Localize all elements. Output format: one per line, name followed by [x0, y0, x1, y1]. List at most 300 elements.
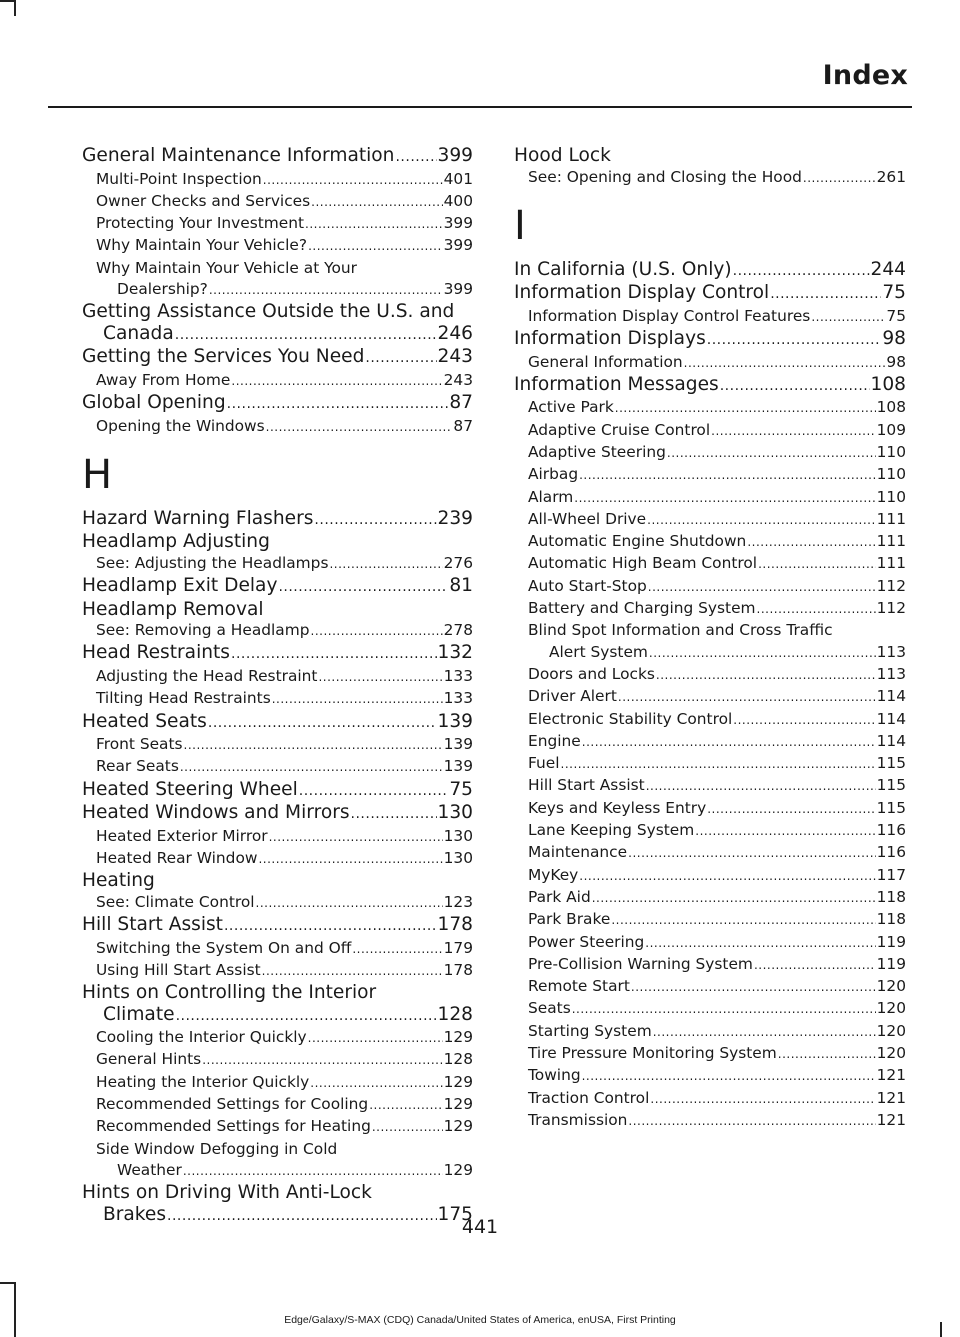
- entry-page-number[interactable]: 178: [443, 960, 473, 979]
- dot-leader: [579, 866, 875, 887]
- entry-label-line: Getting Assistance Outside the U.S. and: [82, 301, 455, 323]
- entry-label: Lane Keeping System: [528, 821, 695, 840]
- entry-page-number[interactable]: 81: [449, 575, 473, 597]
- entry-label: See: Removing a Headlamp: [96, 621, 310, 640]
- index-entry[interactable]: [514, 259, 906, 283]
- entry-label-line: Blind Spot Information and Cross Traffic: [528, 621, 833, 640]
- entry-page-number[interactable]: 246: [437, 322, 473, 344]
- entry-page-number[interactable]: 112: [876, 599, 906, 618]
- entry-label: Heated Exterior Mirror: [96, 826, 268, 845]
- dot-leader: [351, 804, 437, 826]
- index-subentry[interactable]: [514, 487, 906, 509]
- entry-page-number[interactable]: 139: [443, 757, 473, 776]
- index-subentry[interactable]: [82, 1139, 473, 1183]
- entry-page-number[interactable]: 128: [443, 1050, 473, 1069]
- entry-page-number[interactable]: 114: [876, 687, 906, 706]
- entry-label: Maintenance: [528, 843, 628, 862]
- dot-leader: [308, 1028, 443, 1049]
- index-subentry[interactable]: [82, 258, 473, 302]
- entry-page-number[interactable]: 130: [437, 802, 473, 824]
- entry-label: General Information: [528, 352, 683, 371]
- entry-page-number[interactable]: 128: [437, 1003, 473, 1025]
- dot-leader: [574, 488, 875, 509]
- entry-page-number[interactable]: 261: [876, 167, 906, 186]
- entry-page-number[interactable]: 110: [876, 487, 906, 506]
- dot-leader: [592, 888, 876, 909]
- entry-page-number[interactable]: 110: [876, 442, 906, 461]
- index-subentry[interactable]: [514, 442, 906, 464]
- entry-page-number[interactable]: 129: [443, 1028, 473, 1047]
- entry-page-number[interactable]: 130: [443, 848, 473, 867]
- index-subentry[interactable]: [514, 1043, 906, 1065]
- index-subentry[interactable]: [514, 709, 906, 731]
- index-entry[interactable]: [514, 374, 906, 398]
- dot-leader: [299, 781, 449, 803]
- entry-label: Heated Windows and Mirrors: [82, 802, 350, 824]
- entry-page-number[interactable]: 108: [870, 373, 906, 395]
- entry-page-number[interactable]: 133: [443, 689, 473, 708]
- entry-page-number[interactable]: 87: [453, 416, 473, 435]
- dot-leader: [314, 510, 436, 532]
- entry-label: Switching the System On and Off: [96, 938, 352, 957]
- entry-page-number[interactable]: 111: [876, 532, 906, 551]
- index-entry[interactable]: [514, 145, 906, 167]
- header-divider: [48, 106, 912, 108]
- dot-leader: [561, 754, 876, 775]
- dot-leader: [579, 465, 876, 486]
- entry-label: Heated Rear Window: [96, 848, 258, 867]
- entry-label: Owner Checks and Services: [96, 191, 311, 210]
- entry-page-number[interactable]: 133: [443, 666, 473, 685]
- index-subentry[interactable]: [82, 756, 473, 778]
- dot-leader: [318, 667, 442, 688]
- index-subentry[interactable]: [514, 1088, 906, 1110]
- dot-leader: [176, 1006, 437, 1028]
- entry-label: Heating: [82, 870, 155, 892]
- entry-label: Opening the Windows: [96, 416, 265, 435]
- dot-leader: [256, 893, 443, 914]
- entry-label: Park Brake: [528, 910, 611, 929]
- index-subentry[interactable]: [514, 820, 906, 842]
- dot-leader: [175, 325, 437, 347]
- entry-label: Getting the Services You Need: [82, 346, 365, 368]
- index-subentry[interactable]: [82, 960, 473, 982]
- index-subentry[interactable]: [82, 1049, 473, 1071]
- dot-leader: [695, 821, 875, 842]
- crop-mark: [14, 1282, 16, 1337]
- entry-label: Battery and Charging System: [528, 599, 756, 618]
- entry-page-number[interactable]: 399: [443, 236, 473, 255]
- entry-label: Dealership?: [117, 279, 208, 298]
- index-subentry[interactable]: [514, 1021, 906, 1043]
- index-entry[interactable]: [82, 914, 473, 938]
- page-title: Index: [822, 60, 908, 91]
- dot-leader: [650, 1089, 875, 1110]
- dot-leader: [231, 371, 442, 392]
- dot-leader: [754, 955, 876, 976]
- index-subentry[interactable]: [514, 932, 906, 954]
- entry-label: Global Opening: [82, 392, 226, 414]
- entry-label: Cooling the Interior Quickly: [96, 1028, 307, 1047]
- entry-page-number[interactable]: 75: [882, 282, 906, 304]
- entry-label: Active Park: [528, 398, 614, 417]
- entry-page-number[interactable]: 119: [876, 932, 906, 951]
- index-subentry[interactable]: [514, 509, 906, 531]
- index-subentry[interactable]: [514, 976, 906, 998]
- index-subentry[interactable]: [514, 887, 906, 909]
- entry-page-number[interactable]: 399: [437, 145, 473, 166]
- entry-label: Engine: [528, 731, 581, 750]
- entry-page-number[interactable]: 112: [876, 576, 906, 595]
- index-column-right: [514, 145, 906, 1132]
- index-subentry[interactable]: [514, 420, 906, 442]
- entry-label: General Hints: [96, 1050, 202, 1069]
- index-entry[interactable]: [82, 642, 473, 666]
- entry-label: Heating the Interior Quickly: [96, 1072, 310, 1091]
- entry-page-number[interactable]: 244: [870, 258, 906, 280]
- dot-leader: [308, 236, 443, 257]
- entry-page-number[interactable]: 401: [443, 169, 473, 188]
- entry-label: Automatic High Beam Control: [528, 554, 758, 573]
- entry-label: Protecting Your Investment: [96, 214, 305, 233]
- dot-leader: [707, 799, 875, 820]
- dot-leader: [224, 916, 437, 938]
- index-subentry[interactable]: [82, 892, 473, 914]
- entry-label: Heated Seats: [82, 710, 207, 732]
- entry-label: Towing: [528, 1066, 581, 1085]
- index-subentry[interactable]: [514, 842, 906, 864]
- index-subentry[interactable]: [82, 553, 473, 575]
- index-subentry[interactable]: [82, 1072, 473, 1094]
- entry-page-number[interactable]: 121: [876, 1066, 906, 1085]
- entry-page-number[interactable]: 114: [876, 731, 906, 750]
- index-subentry[interactable]: [514, 798, 906, 820]
- entry-page-number[interactable]: 111: [876, 509, 906, 528]
- dot-leader: [707, 330, 882, 352]
- entry-label: Airbag: [528, 465, 579, 484]
- dot-leader: [758, 554, 876, 575]
- entry-page-number[interactable]: 116: [876, 843, 906, 862]
- index-subentry[interactable]: [514, 620, 906, 664]
- index-entry[interactable]: [82, 346, 473, 370]
- dot-leader: [310, 1073, 442, 1094]
- index-entry[interactable]: [82, 145, 473, 169]
- dot-leader: [645, 933, 875, 954]
- entry-label: Automatic Engine Shutdown: [528, 532, 747, 551]
- entry-page-number[interactable]: 113: [876, 642, 906, 661]
- entry-label: Adaptive Steering: [528, 442, 666, 461]
- entry-label: Hill Start Assist: [528, 776, 645, 795]
- dot-leader: [209, 280, 443, 301]
- entry-label: All-Wheel Drive: [528, 509, 647, 528]
- entry-page-number[interactable]: 239: [437, 507, 473, 529]
- index-subentry[interactable]: [82, 848, 473, 870]
- entry-label: General Maintenance Information: [82, 145, 395, 166]
- dot-leader: [278, 577, 448, 599]
- index-subentry[interactable]: [82, 688, 473, 710]
- dot-leader: [615, 398, 876, 419]
- entry-label: Recommended Settings for Heating: [96, 1117, 371, 1136]
- entry-label: Heated Steering Wheel: [82, 778, 298, 800]
- index-subentry[interactable]: [82, 235, 473, 257]
- entry-page-number[interactable]: 111: [876, 554, 906, 573]
- entry-page-number[interactable]: 119: [876, 954, 906, 973]
- entry-page-number[interactable]: 139: [443, 735, 473, 754]
- footer-text: Edge/Galaxy/S-MAX (CDQ) Canada/United States of America, enUSA, First Printing: [284, 1314, 676, 1326]
- dot-leader: [778, 1044, 876, 1065]
- entry-label: Alarm: [528, 487, 574, 506]
- entry-label: Hood Lock: [514, 145, 611, 166]
- section-letter: I: [514, 202, 526, 249]
- index-entry[interactable]: [82, 982, 473, 1027]
- entry-page-number[interactable]: 243: [437, 346, 473, 368]
- index-subentry[interactable]: [82, 1116, 473, 1138]
- index-subentry[interactable]: [82, 213, 473, 235]
- entry-label: Doors and Locks: [528, 664, 655, 683]
- index-entry[interactable]: [82, 779, 473, 803]
- dot-leader: [618, 687, 876, 708]
- dot-leader: [227, 394, 449, 416]
- entry-label: Tilting Head Restraints: [96, 689, 271, 708]
- index-subentry[interactable]: [514, 464, 906, 486]
- entry-label: Adaptive Cruise Control: [528, 420, 711, 439]
- index-subentry[interactable]: [514, 1110, 906, 1132]
- dot-leader: [272, 689, 443, 710]
- dot-leader: [720, 376, 870, 398]
- entry-page-number[interactable]: 116: [876, 821, 906, 840]
- index-entry[interactable]: [82, 301, 473, 346]
- entry-page-number[interactable]: 121: [876, 1110, 906, 1129]
- entry-label: Tire Pressure Monitoring System: [528, 1044, 777, 1062]
- entry-label-line: Why Maintain Your Vehicle at Your: [96, 258, 357, 277]
- entry-page-number[interactable]: 108: [876, 398, 906, 417]
- entry-page-number[interactable]: 175: [437, 1203, 473, 1225]
- entry-page-number[interactable]: 110: [876, 465, 906, 484]
- index-subentry[interactable]: [514, 306, 906, 328]
- entry-page-number[interactable]: 113: [876, 664, 906, 683]
- index-subentry[interactable]: [514, 865, 906, 887]
- entry-label: Front Seats: [96, 735, 183, 754]
- index-subentry[interactable]: [82, 938, 473, 960]
- entry-label: See: Adjusting the Headlamps: [96, 553, 329, 572]
- entry-label: Rear Seats: [96, 757, 179, 776]
- entry-label: Transmission: [528, 1110, 628, 1129]
- index-subentry[interactable]: [514, 598, 906, 620]
- index-subentry[interactable]: [514, 998, 906, 1020]
- dot-leader: [180, 757, 443, 778]
- entry-page-number[interactable]: 87: [449, 392, 473, 414]
- dot-leader: [311, 621, 443, 642]
- entry-page-number[interactable]: 98: [882, 328, 906, 350]
- index-subentry[interactable]: [514, 909, 906, 931]
- entry-page-number[interactable]: 120: [876, 1021, 906, 1040]
- entry-page-number[interactable]: 75: [886, 306, 906, 325]
- entry-page-number[interactable]: 115: [876, 798, 906, 817]
- dot-leader: [770, 284, 881, 306]
- dot-leader: [803, 168, 876, 189]
- dot-leader: [231, 644, 437, 666]
- index-subentry[interactable]: [82, 370, 473, 392]
- index-subentry[interactable]: [514, 775, 906, 797]
- index-entry[interactable]: [82, 392, 473, 416]
- index-subentry[interactable]: [514, 553, 906, 575]
- dot-leader: [646, 776, 876, 797]
- dot-leader: [263, 170, 443, 191]
- index-entry[interactable]: [82, 531, 473, 553]
- index-entry[interactable]: [514, 282, 906, 306]
- entry-page-number[interactable]: 129: [443, 1117, 473, 1136]
- index-entry[interactable]: [82, 870, 473, 892]
- entry-page-number[interactable]: 276: [443, 553, 473, 572]
- entry-page-number[interactable]: 118: [876, 887, 906, 906]
- entry-page-number[interactable]: 120: [876, 977, 906, 996]
- entry-label: Hazard Warning Flashers: [82, 507, 314, 529]
- dot-leader: [269, 827, 443, 848]
- page-number: 441: [461, 1216, 499, 1238]
- index-entry[interactable]: [82, 802, 473, 826]
- dot-leader: [258, 849, 442, 870]
- index-subentry[interactable]: [514, 167, 906, 189]
- entry-label: Weather: [117, 1160, 182, 1179]
- crop-mark: [14, 0, 16, 16]
- dot-leader: [372, 1117, 443, 1138]
- dot-leader: [329, 554, 442, 575]
- entry-page-number[interactable]: 117: [876, 865, 906, 884]
- entry-label: See: Opening and Closing the Hood: [528, 167, 802, 186]
- entry-label: Auto Start-Stop: [528, 576, 647, 595]
- dot-leader: [811, 307, 885, 328]
- dot-leader: [631, 977, 876, 998]
- entry-label: Climate: [103, 1003, 175, 1025]
- entry-page-number[interactable]: 399: [443, 214, 473, 233]
- entry-page-number[interactable]: 139: [437, 710, 473, 732]
- dot-leader: [572, 999, 876, 1020]
- entry-label: Alert System: [549, 642, 648, 661]
- entry-label: Information Display Control: [514, 282, 770, 304]
- dot-leader: [628, 1111, 875, 1132]
- section-letter: H: [82, 451, 113, 498]
- entry-page-number[interactable]: 114: [876, 709, 906, 728]
- index-entry[interactable]: [82, 575, 473, 599]
- entry-label: Head Restraints: [82, 642, 230, 664]
- entry-page-number[interactable]: 118: [876, 910, 906, 929]
- entry-page-number[interactable]: 179: [443, 938, 473, 957]
- entry-page-number[interactable]: 400: [443, 191, 473, 210]
- entry-label-line: Hints on Driving With Anti-Lock: [82, 1182, 372, 1204]
- dot-leader: [262, 961, 443, 982]
- index-subentry[interactable]: [82, 1094, 473, 1116]
- dot-leader: [653, 1022, 876, 1043]
- index-subentry[interactable]: [514, 664, 906, 686]
- index-entry[interactable]: [514, 328, 906, 352]
- entry-label: Seats: [528, 999, 571, 1018]
- entry-page-number[interactable]: 75: [449, 778, 473, 800]
- entry-label: See: Climate Control: [96, 892, 255, 911]
- entry-page-number[interactable]: 129: [443, 1160, 473, 1179]
- entry-label: Hill Start Assist: [82, 914, 223, 936]
- entry-page-number[interactable]: 278: [443, 621, 473, 640]
- index-subentry[interactable]: [514, 531, 906, 553]
- entry-label: Information Messages: [514, 373, 719, 395]
- index-subentry[interactable]: [514, 397, 906, 419]
- index-subentry[interactable]: [82, 666, 473, 688]
- entry-page-number[interactable]: 115: [876, 776, 906, 795]
- entry-label: In California (U.S. Only): [514, 258, 732, 280]
- index-subentry[interactable]: [82, 826, 473, 848]
- entry-page-number[interactable]: 115: [876, 754, 906, 773]
- dot-leader: [184, 735, 443, 756]
- dot-leader: [656, 665, 876, 686]
- entry-label: Adjusting the Head Restraint: [96, 666, 318, 685]
- entry-page-number[interactable]: 129: [443, 1072, 473, 1091]
- dot-leader: [582, 732, 876, 753]
- dot-leader: [266, 417, 453, 438]
- entry-label: Remote Start: [528, 977, 630, 996]
- dot-leader: [365, 348, 436, 370]
- dot-leader: [711, 421, 875, 442]
- entry-page-number[interactable]: 120: [876, 1044, 906, 1062]
- entry-page-number[interactable]: 129: [443, 1095, 473, 1114]
- entry-page-number[interactable]: 120: [876, 999, 906, 1018]
- entry-label: Brakes: [103, 1203, 167, 1225]
- entry-page-number[interactable]: 178: [437, 914, 473, 936]
- index-subentry[interactable]: [82, 1027, 473, 1049]
- entry-label: Driver Alert: [528, 687, 617, 706]
- index-entry[interactable]: [82, 599, 473, 621]
- dot-leader: [733, 261, 870, 283]
- entry-page-number[interactable]: 132: [437, 642, 473, 664]
- entry-label: Headlamp Adjusting: [82, 531, 270, 553]
- index-subentry[interactable]: [514, 753, 906, 775]
- index-subentry[interactable]: [514, 954, 906, 976]
- index-subentry[interactable]: [514, 686, 906, 708]
- entry-page-number[interactable]: 98: [886, 352, 906, 371]
- entry-label: Traction Control: [528, 1088, 650, 1107]
- index-subentry[interactable]: [82, 734, 473, 756]
- entry-page-number[interactable]: 109: [876, 420, 906, 439]
- dot-leader: [352, 939, 442, 960]
- entry-label: Using Hill Start Assist: [96, 960, 261, 979]
- index-entry[interactable]: [82, 508, 473, 532]
- index-subentry[interactable]: [82, 169, 473, 191]
- entry-label-line: Side Window Defogging in Cold: [96, 1139, 338, 1158]
- entry-label: Away From Home: [96, 370, 231, 389]
- dot-leader: [667, 443, 876, 464]
- index-subentry[interactable]: [82, 620, 473, 642]
- entry-label: Multi-Point Inspection: [96, 169, 262, 188]
- entry-page-number[interactable]: 399: [443, 279, 473, 298]
- dot-leader: [757, 599, 876, 620]
- index-subentry[interactable]: [82, 416, 473, 438]
- entry-label: Starting System: [528, 1021, 652, 1040]
- index-subentry[interactable]: [514, 576, 906, 598]
- dot-leader: [649, 643, 876, 664]
- entry-page-number[interactable]: 130: [443, 826, 473, 845]
- index-subentry[interactable]: [514, 1065, 906, 1087]
- entry-page-number[interactable]: 243: [443, 370, 473, 389]
- index-subentry[interactable]: [514, 352, 906, 374]
- entry-label: Keys and Keyless Entry: [528, 798, 707, 817]
- entry-label: Electronic Stability Control: [528, 709, 733, 728]
- entry-label: Information Displays: [514, 328, 706, 350]
- entry-page-number[interactable]: 121: [876, 1088, 906, 1107]
- entry-label: Headlamp Removal: [82, 598, 264, 620]
- entry-label: Canada: [103, 322, 174, 344]
- index-entry[interactable]: [82, 711, 473, 735]
- index-subentry[interactable]: [82, 191, 473, 213]
- index-subentry[interactable]: [514, 731, 906, 753]
- entry-page-number[interactable]: 123: [443, 892, 473, 911]
